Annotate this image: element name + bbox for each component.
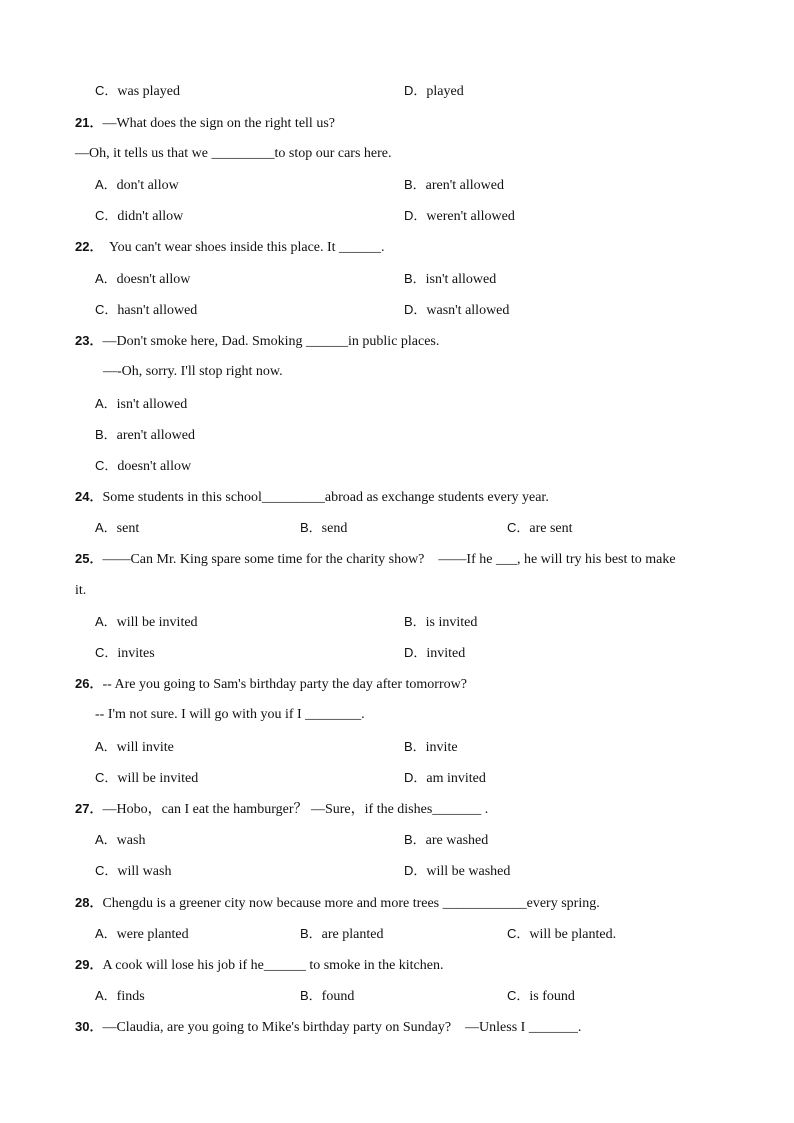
question-23: 23．—Don't smoke here, Dad. Smoking ______in public places. (75, 333, 440, 349)
option-c: C．will wash (95, 863, 172, 879)
question-28: 28．Chengdu is a greener city now because more and more trees ____________every spring. (75, 895, 600, 911)
option-a: A．will be invited (95, 614, 198, 630)
option-c: C．invites (95, 645, 155, 661)
question-24: 24．Some students in this school_________abroad as exchange students every year. (75, 489, 549, 505)
option-d: D．wasn't allowed (404, 302, 510, 318)
option-d: D．am invited (404, 770, 486, 786)
question-21: 21．—What does the sign on the right tell us? (75, 115, 335, 131)
option-b: B．aren't allowed (95, 427, 195, 443)
option-c: C．are sent (507, 520, 573, 536)
option-d: D．weren't allowed (404, 208, 515, 224)
question-27: 27．—Hobo，can I eat the hamburger？ —Sure，if the dishes_______ . (75, 801, 489, 817)
question-29: 29．A cook will lose his job if he______ to smoke in the kitchen. (75, 957, 444, 973)
option-c: C．didn't allow (95, 208, 184, 224)
option-b: B．isn't allowed (404, 271, 497, 287)
option-a: A．were planted (95, 926, 189, 942)
option-c: C．was played (95, 83, 180, 99)
option-b: B．invite (404, 739, 458, 755)
question-25: 25．——Can Mr. King spare some time for the charity show? ——If he ___, he will try his best to make (75, 551, 676, 567)
option-c: C．is found (507, 988, 575, 1004)
option-d: D．will be washed (404, 863, 511, 879)
option-a: A．don't allow (95, 177, 179, 193)
option-b: B．aren't allowed (404, 177, 504, 193)
option-a: A．will invite (95, 739, 174, 755)
question-22: 22． You can't wear shoes inside this place. It ______. (75, 239, 385, 255)
option-b: B．send (300, 520, 348, 536)
option-b: B．are planted (300, 926, 384, 942)
question-21-line2: —Oh, it tells us that we _________to stop our cars here. (75, 146, 392, 161)
option-a: A．doesn't allow (95, 271, 191, 287)
question-26-line2: -- I'm not sure. I will go with you if I ________. (95, 707, 365, 722)
option-b: B．are washed (404, 832, 489, 848)
question-23-line2: —-Oh, sorry. I'll stop right now. (103, 364, 283, 379)
option-b: B．is invited (404, 614, 478, 630)
option-a: A．wash (95, 832, 146, 848)
option-b: B．found (300, 988, 355, 1004)
option-d: D．played (404, 83, 464, 99)
option-c: C．will be planted. (507, 926, 617, 942)
option-d: D．invited (404, 645, 466, 661)
option-c: C．hasn't allowed (95, 302, 198, 318)
option-a: A．isn't allowed (95, 396, 188, 412)
option-c: C．will be invited (95, 770, 199, 786)
question-30: 30．—Claudia, are you going to Mike's birthday party on Sunday? —Unless I _______. (75, 1019, 582, 1035)
option-c: C．doesn't allow (95, 458, 192, 474)
option-a: A．finds (95, 988, 145, 1004)
question-26: 26．-- Are you going to Sam's birthday party the day after tomorrow? (75, 676, 467, 692)
option-a: A．sent (95, 520, 140, 536)
question-25-line2: it. (75, 583, 87, 598)
